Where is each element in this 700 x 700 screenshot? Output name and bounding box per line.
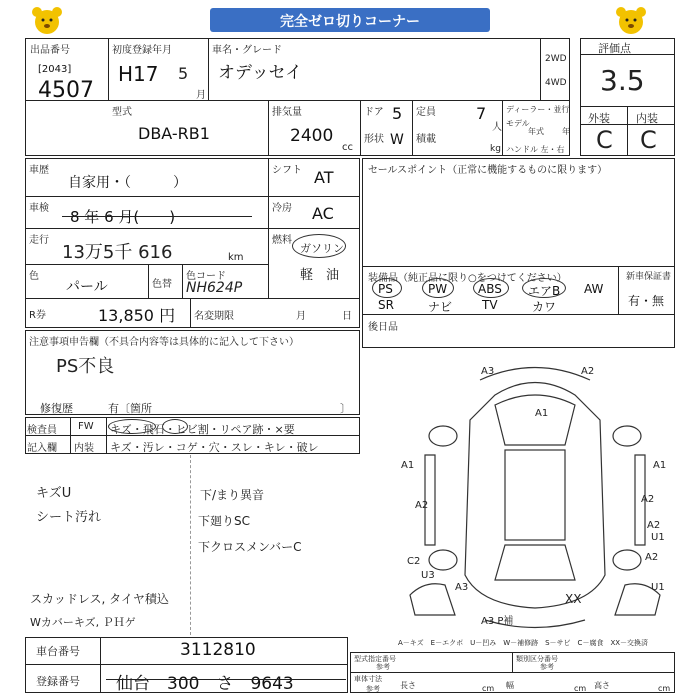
fuel-label: 燃料 xyxy=(272,235,292,246)
lot-number: 4507 xyxy=(38,78,94,103)
km-label: km xyxy=(228,252,244,263)
remark-right-2: 下廻りSC xyxy=(198,514,250,528)
doors: 5 xyxy=(392,104,403,123)
model-cert-label: 型式指定番号 xyxy=(354,655,396,663)
chassis-label: 車台番号 xyxy=(36,645,80,658)
color-code: NH624P xyxy=(186,280,243,296)
interior-grade: C xyxy=(640,126,657,154)
remark-right-1: 下/まり異音 xyxy=(200,488,265,502)
mark-u3-left: U3 xyxy=(421,570,435,581)
remark-left-1: キズU xyxy=(36,486,72,501)
repair-history-label: 修復歴 xyxy=(40,402,73,415)
exterior-label: 外装 xyxy=(588,112,610,125)
dealer-label: ディーラー・並行 xyxy=(506,105,570,114)
width-label: 幅 xyxy=(506,681,514,690)
mark-a1-left: A1 xyxy=(401,460,415,471)
history-label: 車歴 xyxy=(29,165,49,176)
interior-row-label: 内装 xyxy=(74,443,94,454)
shape: W xyxy=(390,132,404,148)
body-dims-ref: 参考 xyxy=(366,685,380,693)
deadline-month: 月 xyxy=(296,311,306,322)
equip-airbag-circle xyxy=(522,278,566,298)
equip-aw: AW xyxy=(584,282,604,296)
loading-label: 積載 xyxy=(416,134,436,145)
displacement: 2400 xyxy=(290,126,334,146)
rating-value: 3.5 xyxy=(600,64,645,97)
first-reg-year: H17 xyxy=(118,62,159,86)
equip-sr: SR xyxy=(378,298,394,312)
4wd-label: 4WD xyxy=(545,78,567,88)
length-cm: cm xyxy=(482,684,495,693)
notes-label: 注意事項申告欄（不具合内容等は具体的に記入して下さい） xyxy=(29,337,299,348)
interior-label: 内装 xyxy=(636,112,658,125)
reg-label: 登録番号 xyxy=(36,675,80,688)
capacity: 7 xyxy=(476,104,487,123)
mark-a2-left-door: A2 xyxy=(415,500,429,511)
cc-label: cc xyxy=(342,142,353,153)
equip-abs-circle xyxy=(473,278,509,298)
equip-ps: PS xyxy=(378,282,393,296)
deadline-label: 名変期限 xyxy=(194,311,234,322)
rating-label: 評価点 xyxy=(598,42,631,55)
category-ref: 参考 xyxy=(540,663,554,671)
equip-abs: ABS xyxy=(478,282,502,296)
interior-items: キズ・汚レ・コゲ・穴・スレ・キレ・破レ xyxy=(110,441,319,454)
height-label: 高さ xyxy=(594,681,610,690)
inspection-value: 8 年 6 月( ) xyxy=(70,208,176,226)
exterior-grade: C xyxy=(596,126,613,154)
bear-mascot-left-icon xyxy=(30,6,64,36)
height-cm: cm xyxy=(658,684,671,693)
mark-xx-rear: XX xyxy=(565,592,582,606)
shift-value: AT xyxy=(314,168,334,187)
body-dims-label: 車体寸法 xyxy=(354,675,382,683)
header-title: 完全ゼロ切りコーナー xyxy=(280,14,420,30)
mark-a3-top: A3 xyxy=(481,366,495,377)
model-year-label-a: モデル xyxy=(506,119,530,128)
deadline-day: 日 xyxy=(342,311,352,322)
model-type-label: 型式 xyxy=(112,107,132,118)
equip-pw: PW xyxy=(428,282,448,296)
person-unit: 人 xyxy=(492,122,502,133)
mileage-value: 13万5千 616 xyxy=(62,242,173,263)
mark-u1-right-rear: U1 xyxy=(651,582,665,593)
equip-leather: カワ xyxy=(532,300,557,314)
mark-a1-right: A1 xyxy=(653,460,667,471)
warranty-options: 有・無 xyxy=(628,294,665,308)
capacity-label: 定員 xyxy=(416,107,436,118)
car-name-label: 車名・グレード xyxy=(212,45,282,56)
inspection-label: 車検 xyxy=(29,203,49,214)
model-type: DBA-RB1 xyxy=(138,124,210,143)
fuel-selected-mark xyxy=(292,234,346,258)
mark-a2-right-wheel: A2 xyxy=(645,552,659,563)
chassis-value: 3112810 xyxy=(180,640,256,660)
fw-label: FW xyxy=(78,421,94,432)
car-name: オデッセイ xyxy=(218,63,303,83)
equipment-label: 装備品（純正品に限り○をつけてください） xyxy=(368,273,567,284)
lot-prefix: [2043] xyxy=(38,64,72,75)
model-year-label-b: 年式 xyxy=(528,127,544,136)
color-label: 色 xyxy=(29,271,39,282)
recycle-value: 13,850 円 xyxy=(98,306,176,325)
history-value: 自家用・（ ） xyxy=(68,175,187,191)
fuel-gasoline: ガソリン xyxy=(300,242,344,255)
mark-a2-right-door: A2 xyxy=(641,494,655,505)
rear-seat-label: 後日品 xyxy=(368,322,398,333)
category-label: 類別区分番号 xyxy=(516,655,558,663)
width-cm: cm xyxy=(574,684,587,693)
handle-label: ハンドル 左・右 xyxy=(506,145,565,154)
year-suffix: 年 xyxy=(562,127,570,136)
displacement-label: 排気量 xyxy=(272,107,302,118)
model-cert-ref: 参考 xyxy=(376,663,390,671)
shape-label: 形状 xyxy=(364,134,384,145)
new-warranty-label: 新車保証書 xyxy=(626,272,672,282)
recycle-label: R券 xyxy=(29,310,46,321)
equip-navi: ナビ xyxy=(428,300,453,314)
mark-a2-top: A2 xyxy=(581,366,595,377)
repair-close: 〕 xyxy=(340,402,351,415)
mark-a3-p: A3 P補 xyxy=(481,616,514,627)
damage-legend: A－キズ E－エクボ U－凹み W－補修跡 S－サビ C－腐食 XX－交換済 xyxy=(398,639,649,647)
remark-right-3: 下クロスメンバーC xyxy=(198,540,302,554)
color-value: パール xyxy=(66,279,108,295)
sales-point-label: セールスポイント（正常に機能するものに限ります） xyxy=(368,165,608,176)
fw-items: キズ・飛石・ヒビ割・リペア跡・×要 xyxy=(110,423,295,436)
first-reg-month-unit: 月 xyxy=(196,90,206,101)
notes-value: PS不良 xyxy=(56,356,115,377)
color-change-label: 色替 xyxy=(152,279,172,290)
equip-ps-circle xyxy=(372,278,402,298)
mark-a2-right-rear: A2 xyxy=(647,520,661,531)
kg-label: kg xyxy=(490,144,501,154)
ac-label: 冷房 xyxy=(272,203,292,214)
mark-a1-hood: A1 xyxy=(535,408,549,419)
equip-pw-circle xyxy=(422,278,454,298)
shift-label: シフト xyxy=(272,165,302,176)
mark-c2-left: C2 xyxy=(407,556,421,567)
bear-mascot-right-icon xyxy=(614,6,648,36)
fuel-diesel: 軽 油 xyxy=(300,268,340,283)
entry-label: 記入欄 xyxy=(27,443,57,454)
2wd-label: 2WD xyxy=(545,54,567,64)
mark-a3-rear: A3 xyxy=(455,582,469,593)
remark-left-2: シート汚れ xyxy=(36,510,102,525)
reg-value: 仙台 300 さ 9643 xyxy=(116,674,294,694)
car-damage-diagram xyxy=(395,360,675,630)
lot-no-label: 出品番号 xyxy=(30,45,70,56)
first-reg-label: 初度登録年月 xyxy=(112,45,172,56)
inspector-label: 検査員 xyxy=(27,425,57,436)
sales-point-block xyxy=(362,158,675,348)
first-reg-month: 5 xyxy=(178,64,189,83)
length-label: 長さ xyxy=(400,681,416,690)
color-code-label: 色コード xyxy=(186,271,226,282)
ac-value: AC xyxy=(312,204,334,223)
mileage-label: 走行 xyxy=(29,235,49,246)
mark-u1-right: U1 xyxy=(651,532,665,543)
fw-chip-mark xyxy=(162,419,188,434)
equip-airbag: エアB xyxy=(528,284,561,298)
remark-left-3: スカッドレス, タイヤ積込 xyxy=(30,592,169,606)
doors-label: ドア xyxy=(364,107,384,118)
equip-tv: TV xyxy=(482,298,498,312)
fw-scratch-mark xyxy=(108,419,156,434)
repair-value: 有〔箇所 xyxy=(108,402,152,415)
remark-left-4: Wカバーキズ, ＰＨゲ xyxy=(30,616,136,629)
